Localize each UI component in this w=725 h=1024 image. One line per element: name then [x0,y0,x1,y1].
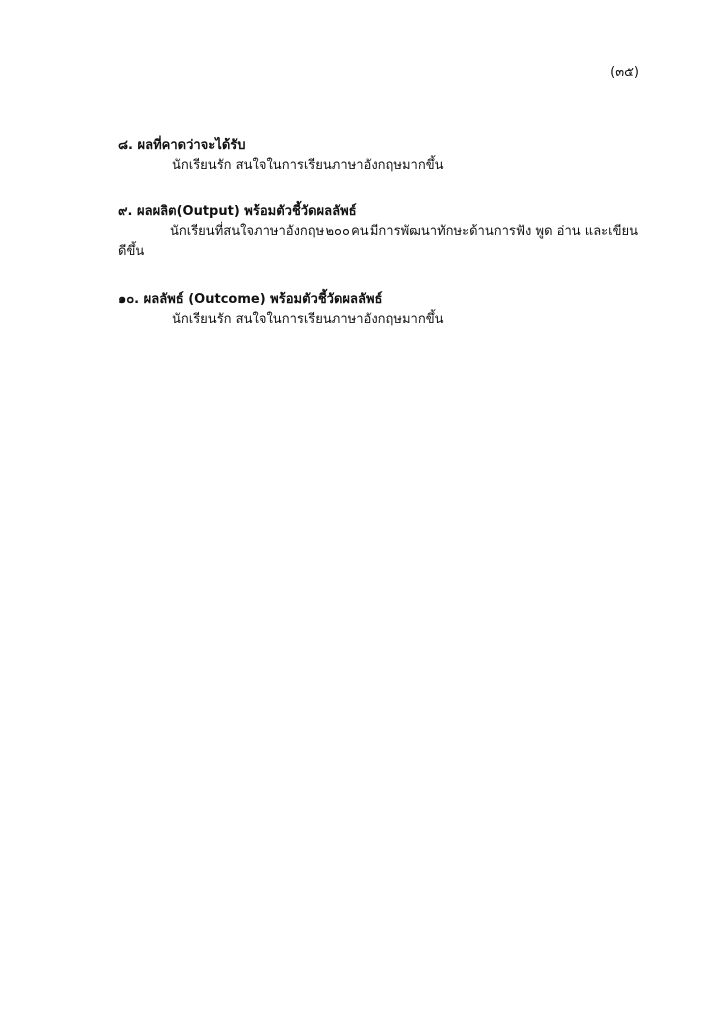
page-number: (๓๕) [610,65,639,80]
section-output-indicators [118,202,638,262]
section-body-continuation: ดีขึ้น [118,244,145,259]
body-text-fragment: คน [351,224,369,239]
body-text-fragment: นักเรียนที่สนใจภาษาอังกฤษ [170,224,325,239]
section-heading: ๑๐. ผลลัพธ์ (Outcome) พร้อมตัวชี้วัดผลลัพธ์ [118,292,383,307]
section-body-line: นักเรียนรัก สนใจในการเรียนภาษาอังกฤษมากขึ้น [172,312,444,327]
section-body-line [118,222,638,242]
body-text-fragment: มีการพัฒนาทักษะด้านการฟัง พูด อ่าน และเขียน [369,224,638,239]
section-heading: ๙. ผลผลิต(Output) พร้อมตัวชี้วัดผลลัพธ์ [118,204,357,219]
body-text-number: ๒๐๐ [325,224,350,239]
section-expected-results [118,136,638,176]
section-outcome-indicators [118,290,638,330]
section-heading: ๘. ผลที่คาดว่าจะได้รับ [118,138,246,153]
section-body-line: นักเรียนรัก สนใจในการเรียนภาษาอังกฤษมากขึ้น [172,158,444,173]
